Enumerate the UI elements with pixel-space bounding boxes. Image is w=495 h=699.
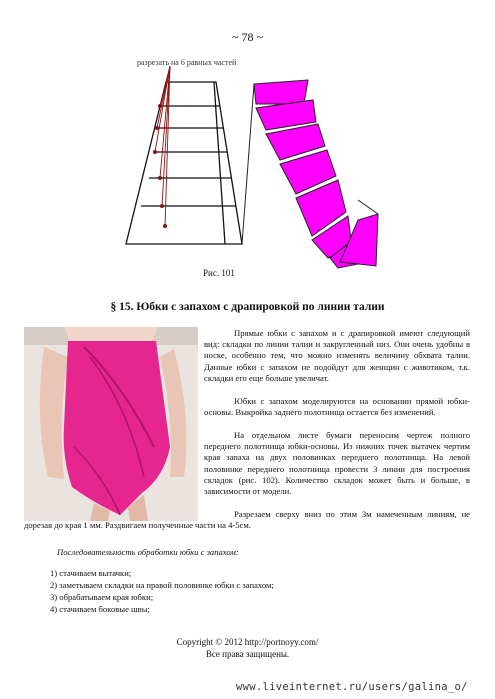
skirt-pattern-figure xyxy=(0,0,495,300)
figure-caption: Рис. 101 xyxy=(203,268,235,278)
list-item: 3) обрабатываем края юбки; xyxy=(50,592,154,602)
rights-text: Все права защищены. xyxy=(205,649,290,659)
list-item: 1) стачиваем вытачки; xyxy=(50,568,132,578)
paragraph-3: На отдельном листе бумаги переносим чертеж полного переднего полотнища юбки-основы. Из нижних точек вытачек чертим края запаха на двух половинках переднего полотнища. На левой половинке переднего полотнища провести 3 линии для построения складок (рис. 102). Количество складок может быть и больше, в зависимости от модели. xyxy=(204,430,470,497)
fanned-pieces xyxy=(254,80,378,268)
cut-label: разрезать на 6 равных частей xyxy=(137,58,237,67)
paragraph-4: Разрезаем сверху вниз по этим 3м намеченным линиям, не дорезая до края 1 мм. Раздвигаем полученные части на 4-5см. xyxy=(24,509,470,531)
pattern-grid xyxy=(126,82,242,244)
section-title: § 15. Юбки с запахом с драпировкой по линии талии xyxy=(110,301,385,313)
page-number: ~ 78 ~ xyxy=(232,30,263,44)
list-item: 4) стачиваем боковые швы; xyxy=(50,604,150,614)
copyright-text: Copyright © 2012 http://portnoyy.com/ xyxy=(176,637,319,647)
copyright-footer xyxy=(0,636,495,660)
list-item: 2) заметываем складки на правой половинке юбки с запахом; xyxy=(50,580,274,590)
steps-title: Последовательность обработки юбки с запахом: xyxy=(57,547,239,557)
paragraph-2: Юбки с запахом моделируются на основании прямой юбки-основы. Выкройка заднего полотнища остается без изменений. xyxy=(204,396,470,418)
skirt-photo xyxy=(24,327,198,521)
steps-list xyxy=(50,567,274,615)
paragraph-1: Прямые юбки с запахом и с драпировкой имеют следующий вид: складки по линии талии и закругленный низ. Они очень удобны в носке, особенно тем, что можно изменять величину обхвата талии. Данные юбки с запахом не подойдут для женщин с животиком, т.к. складки его еще больше увеличат. xyxy=(204,328,470,383)
watermark: www.liveinternet.ru/users/galina_o/ xyxy=(236,681,468,693)
